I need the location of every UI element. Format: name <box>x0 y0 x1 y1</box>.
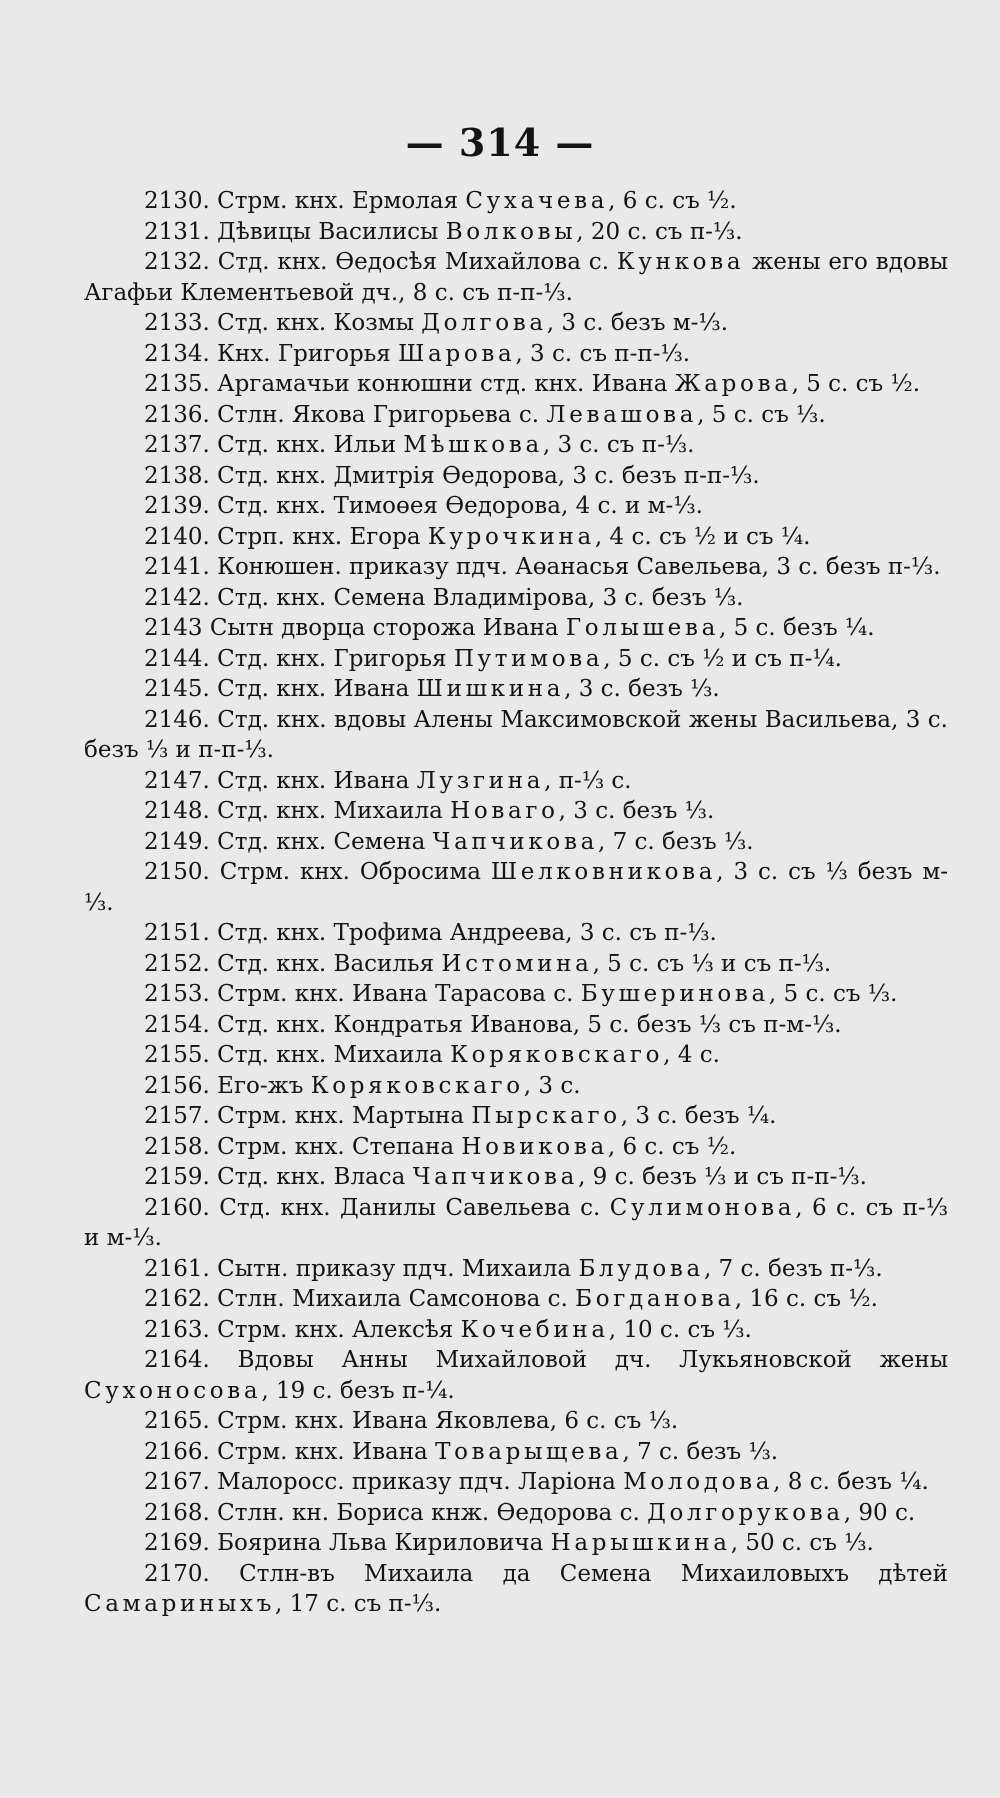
entry-surname: Блудова <box>578 1255 704 1282</box>
entry <box>84 1071 948 1102</box>
entry <box>84 461 948 492</box>
entry-text: , 3 с. безъ ⅓. <box>558 798 715 824</box>
entry-text: , 7 с. безъ п-⅓. <box>703 1255 883 1282</box>
entry-text: , 16 с. съ ½. <box>734 1286 878 1312</box>
entry-text: 2166. Стрм. кнх. Ивана <box>144 1438 436 1465</box>
entry <box>84 1162 948 1193</box>
entry <box>84 1345 948 1406</box>
entry-text: 2143 Сытн дворца сторожа Ивана <box>144 615 566 641</box>
entry-surname: Самариныхъ <box>84 1591 276 1617</box>
entry-text: 2169. Боярина Льва Кириловича <box>144 1530 551 1556</box>
entry <box>84 186 948 217</box>
entry-list <box>84 186 948 1620</box>
entry <box>84 1040 948 1071</box>
entry <box>84 1193 948 1254</box>
entry-surname: Товарыщева <box>435 1438 623 1465</box>
entry-text: 2151. Стд. кнх. Трофима Андреева, 3 с. съ п-⅓. <box>144 920 717 946</box>
entry-text: 2156. Его-жъ <box>144 1072 311 1099</box>
entry <box>84 796 948 827</box>
entry-text: , 10 с. съ ⅓. <box>608 1316 752 1343</box>
entry <box>84 613 948 644</box>
entry-text: 2153. Стрм. кнх. Ивана Тарасова с. <box>144 981 581 1007</box>
entry <box>84 1559 948 1620</box>
entry <box>84 217 948 248</box>
entry-text: 2167. Малоросс. приказу пдч. Ларіона <box>144 1469 624 1495</box>
entry <box>84 1101 948 1132</box>
entry-surname: Сухачева <box>465 188 609 214</box>
entry-surname: Молодова <box>623 1469 774 1495</box>
entry <box>84 827 948 858</box>
entry <box>84 430 948 461</box>
entry-text: , 3 с. безъ м-⅓. <box>546 310 729 336</box>
entry <box>84 1467 948 1498</box>
entry-text: , 8 с. безъ ¼. <box>773 1469 929 1495</box>
entry-text: 2145. Стд. кнх. Ивана <box>144 676 417 702</box>
entry <box>84 1254 948 1285</box>
entry <box>84 308 948 339</box>
entry-text: , 3 с. безъ ¼. <box>620 1103 777 1129</box>
entry-text: , 3 с. съ п-п-⅓. <box>515 340 691 367</box>
entry-text: , 3 с. <box>523 1072 581 1099</box>
entry-text: 2170. Стлн-въ Михаила да Семена Михаиловыхъ дѣтей <box>144 1560 948 1587</box>
entry-text: , 4 с. съ ½ и съ ¼. <box>594 523 811 550</box>
entry-surname: Истомина <box>441 950 593 977</box>
entry-surname: Долгова <box>421 310 547 336</box>
entry-text: , 3 с. съ ⅓ безъ м-⅓. <box>84 859 948 916</box>
entry-text: 2154. Стд. кнх. Кондратья Иванова, 5 с. безъ ⅓ съ п-м-⅓. <box>144 1011 842 1038</box>
entry-text: , 20 с. съ п-⅓. <box>576 218 743 245</box>
entry <box>84 339 948 370</box>
entry-surname: Сулимонова <box>609 1194 796 1221</box>
entry <box>84 705 948 766</box>
entry-text: 2163. Стрм. кнх. Алексѣя <box>144 1316 461 1343</box>
entry <box>84 1437 948 1468</box>
entry-surname: Сухоносова <box>84 1377 262 1404</box>
entry-text: , 5 с. съ ⅓. <box>768 981 898 1007</box>
entry-surname: Шарова <box>398 340 516 367</box>
entry-text: 2155. Стд. кнх. Михаила <box>144 1042 451 1068</box>
entry-text: , 5 с. съ ⅓. <box>697 401 826 428</box>
entry-text: 2162. Стлн. Михаила Самсонова с. <box>144 1286 576 1312</box>
entry-text: 2168. Стлн. кн. Бориса кнж. Өедорова с. <box>144 1499 648 1526</box>
entry-text: , 9 с. безъ ⅓ и съ п-п-⅓. <box>578 1164 867 1190</box>
entry-text: жены его вдовы Агафьи Клементьевой дч., 8 с. съ п-п-⅓. <box>84 249 949 306</box>
entry-text: 2157. Стрм. кнх. Мартына <box>144 1103 472 1129</box>
entry-surname: Чапчикова <box>412 1164 579 1190</box>
entry-text: 2136. Стлн. Якова Григорьева с. <box>144 401 547 428</box>
entry-text: 2138. Стд. кнх. Дмитрія Өедорова, 3 с. безъ п-п-⅓. <box>144 462 760 489</box>
entry-text: 2130. Стрм. кнх. Ермолая <box>144 188 466 214</box>
entry <box>84 674 948 705</box>
entry-surname: Долгорукова <box>647 1499 844 1526</box>
entry-text: 2140. Стрп. кнх. Егора <box>144 523 428 550</box>
entry-surname: Мѣшкова <box>403 432 543 458</box>
entry-surname: Шишкина <box>416 676 565 702</box>
entry <box>84 583 948 614</box>
entry-text: 2147. Стд. кнх. Ивана <box>144 767 417 794</box>
entry-text: 2137. Стд. кнх. Ильи <box>144 432 404 458</box>
entry-text: , 6 с. съ п-⅓ и м-⅓. <box>84 1194 948 1251</box>
entry-text: 2132. Стд. кнх. Өедосѣя Михайлова с. <box>144 249 617 275</box>
entry-surname: Лузгина <box>416 767 545 794</box>
entry-surname: Голышева <box>565 615 719 641</box>
entry-surname: Нарышкина <box>550 1530 731 1556</box>
entry <box>84 491 948 522</box>
entry-text: 2135. Аргамачьи конюшни стд. кнх. Ивана <box>144 371 675 397</box>
entry <box>84 1315 948 1346</box>
entry-surname: Бушеринова <box>580 981 769 1007</box>
entry-surname: Коряковскаго <box>310 1072 524 1099</box>
entry-text: 2148. Стд. кнх. Михаила <box>144 798 451 824</box>
entry-text: 2142. Стд. кнх. Семена Владимірова, 3 с. безъ ⅓. <box>144 584 744 611</box>
entry-text: , 17 с. съ п-⅓. <box>275 1591 442 1617</box>
entry-text: , 4 с. <box>663 1042 720 1068</box>
entry-text: 2149. Стд. кнх. Семена <box>144 828 433 855</box>
entry-text: , 6 с. съ ½. <box>607 1133 737 1160</box>
page-number: — 314 — <box>405 120 595 165</box>
entry <box>84 1528 948 1559</box>
entry-text: 2139. Стд. кнх. Тимоөея Өедорова, 4 с. и м-⅓. <box>144 493 703 519</box>
entry <box>84 369 948 400</box>
entry-text: , 7 с. безъ ⅓. <box>597 828 754 855</box>
entry-surname: Шелковникова <box>490 859 717 885</box>
entry-text: 2164. Вдовы Анны Михайловой дч. Лукьяновской жены <box>144 1347 948 1373</box>
entry <box>84 1498 948 1529</box>
entry <box>84 918 948 949</box>
entry-text: , 5 с. безъ ¼. <box>718 615 875 641</box>
entry-text: 2159. Стд. кнх. Власа <box>144 1164 413 1190</box>
entry-surname: Волковы <box>445 218 577 245</box>
entry-text: , 5 с. съ ⅓ и съ п-⅓. <box>592 950 832 977</box>
entry-surname: Курочкина <box>427 523 595 550</box>
entry-text: , п-⅓ с. <box>544 767 632 794</box>
entry-text: , 50 с. съ ⅓. <box>730 1530 874 1556</box>
entry-text: 2165. Стрм. кнх. Ивана Яковлева, 6 с. съ ⅓. <box>144 1408 679 1434</box>
entry-surname: Жарова <box>674 371 792 397</box>
entry-surname: Кочебина <box>460 1316 609 1343</box>
entry-text: 2146. Стд. кнх. вдовы Алены Максимовской жены Васильева, 3 с. безъ ⅓ и п-п-⅓. <box>84 706 948 763</box>
entry-surname: Чапчикова <box>432 828 598 855</box>
entry-text: , 19 с. безъ п-¼. <box>261 1377 455 1404</box>
entry-text: 2144. Стд. кнх. Григорья <box>144 645 454 672</box>
entry-text: , 5 с. съ ½. <box>791 371 921 397</box>
entry <box>84 552 948 583</box>
entry-text: 2158. Стрм. кнх. Степана <box>144 1133 462 1160</box>
entry-surname: Путимова <box>453 645 604 672</box>
entry-surname: Новаго <box>450 798 559 824</box>
entry-text: 2134. Кнх. Григорья <box>144 340 399 367</box>
entry-text: 2141. Конюшен. приказу пдч. Аөанасья Савельева, 3 с. безъ п-⅓. <box>144 554 941 580</box>
entry-surname: Левашова <box>546 401 698 428</box>
entry-surname: Кункова <box>616 249 745 275</box>
entry <box>84 644 948 675</box>
entry-text: 2131. Дѣвицы Василисы <box>144 218 446 245</box>
entry-text: 2133. Стд. кнх. Козмы <box>144 310 422 336</box>
entry <box>84 949 948 980</box>
entry <box>84 247 948 308</box>
entry <box>84 1284 948 1315</box>
entry <box>84 979 948 1010</box>
entry-surname: Коряковскаго <box>450 1042 664 1068</box>
entry-text: , 3 с. съ п-⅓. <box>542 432 695 458</box>
entry-text: 2160. Стд. кнх. Данилы Савельева с. <box>144 1194 610 1221</box>
entry <box>84 766 948 797</box>
entry-text: , 90 с. <box>843 1499 916 1526</box>
entry-surname: Новикова <box>461 1133 608 1160</box>
entry <box>84 400 948 431</box>
entry <box>84 1132 948 1163</box>
entry-text: 2150. Стрм. кнх. Обросима <box>144 859 491 885</box>
entry <box>84 1406 948 1437</box>
entry-text: , 3 с. безъ ⅓. <box>564 676 720 702</box>
entry-text: , 7 с. безъ ⅓. <box>622 1438 779 1465</box>
entry-text: 2161. Сытн. приказу пдч. Михаила <box>144 1255 579 1282</box>
entry-surname: Богданова <box>575 1286 735 1312</box>
entry <box>84 857 948 918</box>
entry-text: , 5 с. съ ½ и съ п-¼. <box>603 645 842 672</box>
entry <box>84 522 948 553</box>
entry <box>84 1010 948 1041</box>
entry-text: 2152. Стд. кнх. Василья <box>144 950 442 977</box>
entry-text: , 6 с. съ ½. <box>608 188 737 214</box>
entry-surname: Пырскаго <box>471 1103 621 1129</box>
